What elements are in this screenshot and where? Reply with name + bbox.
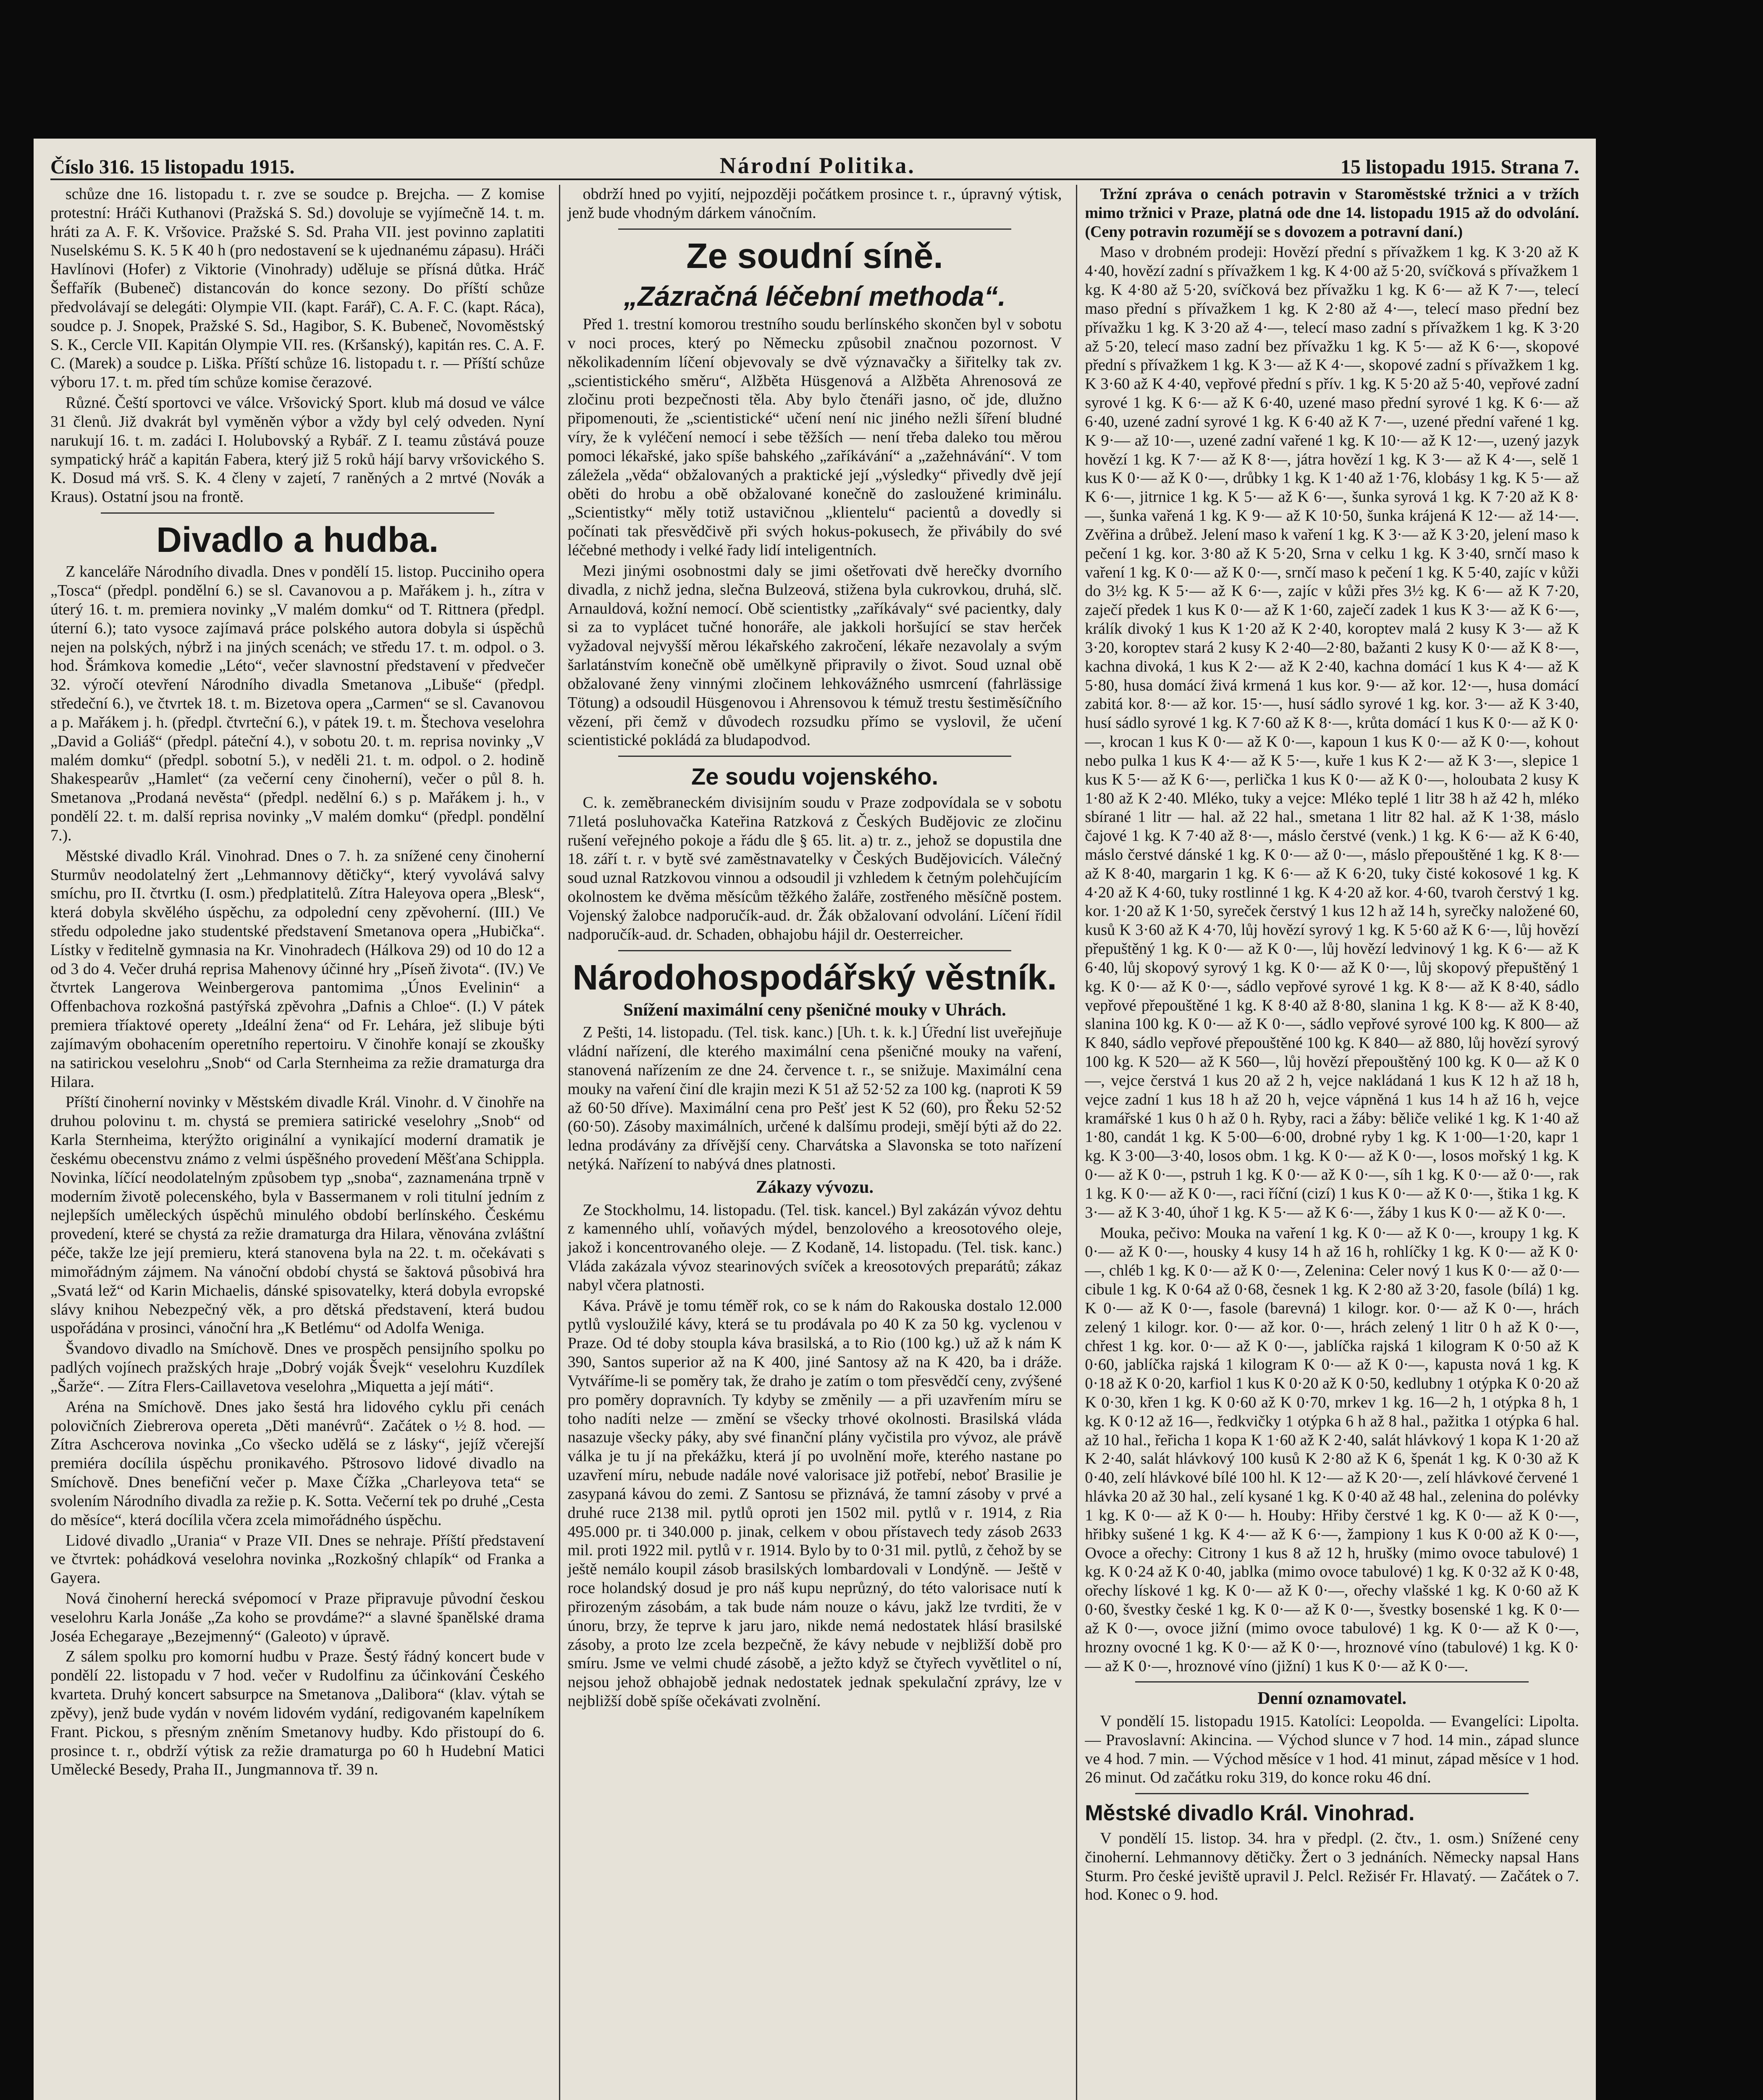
vinohrady-program-title: Městské divadlo Král. Vinohrad.: [1085, 1801, 1415, 1826]
issue-number: Číslo 316. 15 listopadu 1915.: [50, 156, 295, 178]
divider: [618, 756, 1012, 757]
column-3: [1076, 185, 1579, 2100]
calendar-text: V pondělí 15. listopadu 1915. Katolíci: Leopolda. — Evangelíci: Lipolta. — Pravoslavní: Akincina. — Východ slunce v 7 hod. 14 min., západ slunce ve 4 hod. 7 min. — Východ měsíce v 1 hod. 41 minut, západ měsíce v 1 hod. 26 minut. Od začátku roku 319, do konce roku 46 dní.: [1085, 1712, 1579, 1787]
divider: [618, 950, 1012, 951]
court-article-p1: Před 1. trestní komorou trestního soudu berlínského skončen byl v sobotu v noci proces, který po Německu způsobil značnou pozornost. V několikadenním líčení objevovaly se dvě význavačky a šiřitelky tak zv. „scientistického směru“, Alžběta Hüsgenová a Alžběta Ahrenosová ze zločinu proti bezpečnosti těla. Aby bylo čtenáři jasno, oč jde, dlužno připomenouti, že „scientistické“ učení není nic jiného nežli šíření bludné víry, že k vyléčení nemocí i sebe těžších — není třeba daleko tou měrou pomoci lékařské, jako spíše bahského „zaříkávání“ a „zažehnávání“. V tom záležela „věda“ obžalovaných a praktické její „výsledky“ přivedly dvě její oběti do hrobu a obě obžalované konečně do zasloužené kriminálu. „Scientistky“ měly totiž ustavičnou „klientelu“ pacientů a dovedly si počínati tak přesvědčivě při svých hokus-pokusech, že přivábily do své léčebné methody i velké řady lidí inteligentních.: [567, 315, 1062, 559]
military-court-text: C. k. zeměbraneckém divisijním soudu v Praze zodpovídala se v sobotu 71letá posluhovačka Kateřina Ratzková z Českých Budějovic ze zločinu rušení veřejného pokoje a řádu dle § 65. lit. a) tr. z., jehož se dopustila dne 18. září t. r. v bytě své zaměstnavatelky v Českých Budějovicích. Válečný soud uznal Ratzkovou vinnou a odsoudil ji vzhledem k četným polehčujícím okolnostem ke dvěma měsícům těžkého žaláře, zostřeného měsíčně postem. Vojenský žalobce nadporučík-aud. dr. Žák obžalovaní odvolání. Líčení řídil nadporučík-aud. dr. Schaden, obhajobu hájil dr. Oesterreicher.: [567, 793, 1062, 943]
newspaper-title: Národní Politika.: [719, 153, 916, 178]
chamber-music-text: Z sálem spolku pro komorní hudbu v Praze. Šestý řádný koncert bude v pondělí 22. listopadu v 7 hod. večer v Rudolfinu za účinkování Českého kvarteta. Druhý koncert sabsurpce na Smetanova „Dalibora“ (klav. výtah se zpěvy), jenž bude vydán v novém lidovém vydání, redigovaném kapelníkem Frant. Pickou, s přesným zněním Smetanovy hudby. Kdo přistoupí do 6. prosince t. r., obdrží výtisk za režie dramaturga po 60 h Hudební Matici Umělecké Besedy, Praha II., Jungmannova tř. 39 n.: [50, 1648, 545, 1779]
court-article-p2: Mezi jinými osobnostmi daly se jimi ošetřovati dvě herečky dvorního divadla, z nichž jedna, slečna Bulzeová, stižena byla cukrovkou, druhá, slč. Arnauldová, kožní nemocí. Obě scientistky „zaříkávaly“ své pacientky, daly si za to vyplácet tučné honoráře, ale jakkoli horšující se stav herček vyžadoval nejvyšší měrou lékařského zakročení, lékaře nezavolaly a svým šarlatánstvím konečně obě umělkyně připravily o život. Soud uznal obě obžalované ženy vinnými zločinem lehkovážného usmrcení (fahrlässige Tötung) a odsoudil Hüsgenovou i Ahrensovou k témuž trestu šestiměsíčního vězení, při čemž v důvodech rozsudku přímo se vyslovil, že učení scientistické pokládá za bludapodvod.: [567, 562, 1062, 749]
article-title-export: Zákazy vývozu.: [756, 1177, 874, 1197]
divider: [101, 512, 494, 514]
divider: [618, 228, 1012, 230]
section-title-military-court: Ze soudu vojenského.: [691, 763, 939, 790]
vinohrady-novelties-text: Příští činoherní novinky v Městském divadle Král. Vinohr. d. V činohře na druhou polovinu t. m. chystá se premiera satirické veselohry „Snob“ od Karla Sternheima, kterýžto originální a vynikající moderní dramatik je českému obecenstvu známo z velmi úspěšného provedení Měšťana Schippla. Novinka, líčící neodolatelným způsobem typ „snoba“, zaznamenána trpně v moderním životě polecenského, byla v Bassermanem v roli titulní jedním z nejlepších uměleckých úspěchů minulého období berlínského. Českému provedení, které se chystá za režie dramaturga dra Hilara, věnována zvláštní péče, takže lze její premieru, která stanovena byla na 22. t. m. očekávati s mimořádným zájmem. Na vánoční období chystá se šaktová působivá hra „Svatá lež“ od Karin Michaelis, dánské spisovatelky, která dobyla evropské slávy knihou Nebezpečný věk, a pro dětská představení, která budou uspořádána v prosinci, vánoční hra „K Betlému“ od Adolfa Weniga.: [50, 1093, 545, 1337]
divider: [1135, 1793, 1529, 1794]
column-1: [50, 185, 545, 2100]
sport-news-text: Různé. Čeští sportovci ve válce. Vršovický Sport. klub má dosud ve válce 31 členů. Již dvakrát byl vyměněn výbor a vždy byl celý odveden. Nyní narukují 16. t. m. zadáci I. Holubovský a Rybář. Z I. teamu zůstává pouze sympatický hráč a kapitán Fabera, který již 5 roků hájí barvy vršovického S. K. Dosud má vrš. S. K. 4 členy v zajetí, 7 raněných a 2 mrtvé (Novák a Kraus). Ostatní jsou na frontě.: [50, 394, 545, 506]
urania-theatre-text: Lidové divadlo „Urania“ v Praze VII. Dnes se nehraje. Příští představení ve čtvrtek: pohádková veselohra novinka „Rozkošný chlapík“ od Franka a Gayera.: [50, 1531, 545, 1587]
new-drama-text: Nová činoherní herecká svépomocí v Praze připravuje původní českou veselohru Karla Jonáše „Za koho se provdáme?“ a slavné španělské drama Joséa Echegaraye „Bezejmenný“ (Galeoto) v úpravě.: [50, 1589, 545, 1645]
market-vegetable-prices: Mouka, pečivo: Mouka na vaření 1 kg. K 0·— až K 0·—, kroupy 1 kg. K 0·— až K 0·—, housky 4 kusy 14 h až 16 h, rohlíčky 1 kg. K 0·— až K 0·—, chléb 1 kg. K 0·— až K 0·—, Zelenina: Celer nový 1 kus K 0·— až 0·— cibule 1 kg. K 0·64 až 0·68, česnek 1 kg. K 2·80 až 3·20, fasole (bílá) 1 kg. K 0·— až K 0·—, fasole (barevná) 1 kilogr. kor. 0·— až K 0·—, hrách zelený 1 kilogr. kor. 0·— až kor. 0·—, hrách zelený 1 litr 0 h až K 0·—, chřest 1 kg. kor. 0·— až K 0·—, jablíčka rajská 1 kilogram K 0·50 až K 0·60, jablíčka rajská 1 kilogram K 0·— až K 0·—, kapusta nová 1 kg. K 0·18 až K 0·20, karfiol 1 kus K 0·20 až K 0·50, kedlubny 1 otýpka K 0·20 až K 0·30, křen 1 kg. K 0·60 až K 0·70, mrkev 1 kg. 16—2 h, 1 otýpka 8 h, 1 kg. K 0·12 až 16—, ředkvičky 1 otýpka 6 h až 8 hal., pažitka 1 otýpka 6 hal. až 10 hal., řeřicha 1 kopa K 1·60 až K 2·40, salát hlávkový 1 kopa K 1·20 až K 2·40, salát hlávkový 100 kusů K 2·80 až K 6, špenát 1 kg. K 0·30 až K 0·40, zelí hlávkové bílé 100 hl. K 12·— až K 20·—, zelí hlávkové červené 1 hlávka 20 až 30 hal., zelí kysané 1 kg. K 0·40 až 48 hal., zelenina do polévky 1 kg. K 0·— až K 0·— h. Houby: Hřiby čerstvé 1 kg. K 0·— až K 0·—, hřibky sušené 1 kg. K 4·— až K 6·—, žampiony 1 kus K 0·00 až K 0·—, Ovoce a ořechy: Citrony 1 kus 8 až 12 h, hrušky (mimo ovoce tabulové) 1 kg. K 0·24 až K 0·40, jablka (mimo ovoce tabulové) 1 kg. K 0·32 až K 0·48, ořechy lískové 1 kg. K 0·— až K 0·—, ořechy vlašské 1 kg. K 0·60 až K 0·60, švestky české 1 kg. K 0·— až K 0·—, švestky bosenské 1 kg. K 0·— až K 0·—, ovoce jižní (mimo ovoce tabulové) 1 kg. K 0·— až K 0·—, hrozny ovocné 1 kg. K 0·— až K 0·—, hroznové víno (tabulové) 1 kg. K 0·— až K 0·—, hroznové víno (jižní) 1 kus K 0·— až K 0·—.: [1085, 1224, 1579, 1675]
national-theatre-text: Z kanceláře Národního divadla. Dnes v pondělí 15. listop. Pucciniho opera „Tosca“ (předpl. pondělní 6.) se sl. Cavanovou a p. Mařákem j. h., zítra v úterý 16. t. m. premiera novinky „V malém domku“ od T. Rittnera (předpl. úterní 6.); tato vysoce zajímavá práce polského autora dobyla si úspěchů nejen na polských, nýbrž i na jiných scenách; ve středu 17. t. m. odpol. o 3. hod. Šrámkova komedie „Léto“, večer slavnostní představení v předvečer 32. výročí otevření Národního divadla Smetanova „Libuše“ (předpl. středeční 6.), ve čtvrtek 18. t. m. Bizetova opera „Carmen“ se sl. Cavanovou a p. Mařákem j. h. (předpl. čtvrteční 6.), v pátek 19. t. m. Štechova veselohra „David a Goliáš“ (předpl. páteční 4.), v sobotu 20. t. m. reprisa novinky „V malém domku“ (předpl. sobotní 5.), v neděli 21. t. m. odpol. o 2. hodině Shakespearův „Hamlet“ (za večerní ceny činoherní), večer o půl 8. h. Smetanova „Prodaná nevěsta“ (předpl. nedělní 6.) s p. Mařákem j. h., v pondělí 22. t. m. další reprisa novinky „V malém domku“ (předpl. pondělní 7.).: [50, 563, 545, 844]
vinohrady-program-text: V pondělí 15. listop. 34. hra v předpl. (2. čtv., 1. osm.) Snížené ceny činoherní. Lehmannovy dětičky. Žert o 3 jednáních. Německy napsal Hans Sturm. Pro české jeviště upravil J. Pelcl. Režisér Fr. Hlavatý. — Začátek o 7. hod. Konec o 9. hod.: [1085, 1829, 1579, 1904]
article-title-flour: Snížení maximální ceny pšeničné mouky v Uhrách.: [623, 1000, 1006, 1020]
columns: [50, 185, 1579, 2100]
flour-price-text: Z Pešti, 14. listopadu. (Tel. tisk. kanc.) [Uh. t. k. k.] Úřední list uveřejňuje vládní nařízení, dle kterého maximální cena pšeničné mouky na vaření, stanovená nařízením ze dne 24. července t. r., se snižuje. Maximální cena mouky na vaření činí dle krajin mezi K 51 až 52·52 za 100 kg. (naproti K 59 až 60·50 dříve). Maximální cena pro Pešť jest K 52 (60), pro Řeku 52·52 (60·50). Zásoby maximálních, určené k dalšímu prodeji, smějí býti až do 22. ledna prodávány za dřívější ceny. Charvátska a Slavonska se toto nařízení netýká. Nařízení to nabývá dnes platnosti.: [567, 1024, 1062, 1173]
newspaper-page: [34, 139, 1596, 2100]
arena-smichov-text: Aréna na Smíchově. Dnes jako šestá hra lidového cyklu při cenách polovičních Ziebrerova opereta „Děti manévrů“. Začátek o ½ 8. hod. — Zítra Aschcerova novinka „Co všecko udělá se z lásky“, jejíž včerejší premiéra docílila úspěchu pronikavého. Pštrosovo lidové divadlo na Smíchově. Dnes benefiční večer p. Maxe Čížka „Charleyova teta“ se svolením Národního divadla za režie p. K. Sotta. Večerní tek po druhé „Cesta do měsíce“, která docílila včera zcela mimořádného úspěchu.: [50, 1398, 545, 1529]
divider: [1135, 1681, 1529, 1683]
page-number: 15 listopadu 1915. Strana 7.: [1340, 156, 1579, 178]
section-title-divadlo: Divadlo a hudba.: [156, 520, 439, 560]
chess-committee-text: schůze dne 16. listopadu t. r. zve se soudce p. Brejcha. — Z komise protestní: Hráči Kuthanovi (Pražská S. Sd.) dovoluje se vyjímečně 14. t. m. hráti za A. F. K. Vršovice. Pražské S. Sd. Praha VII. jest povinno zaplatiti Nuselskému S. K. 5 K 40 h (pro nedostavení se k ujednanému zápasu). Hráči Havlínovi (Hofer) z Viktorie (Vinohrady) uděluje se přísná důtka. Hráč Šeffařík (Bubeneč) distancován do konce sezony. Do příští schůze předvolávají se delegáti: Olympie VII. (kapt. Farář), C. A. F. C. (kapt. Ráca), soudce p. J. Snopek, Pražské S. Sd., Hagibor, S. K. Bubeneč, Novoměstský S. K., Cercle VII. Kapitán Olympie VII. res. (Kršanský), kapitán res. C. A. F. C. (Marek) a soudce p. Liška. Příští schůze 16. listopadu t. r. — Příští schůze výboru 17. t. m. před tím schůze komise čerazové.: [50, 185, 545, 391]
section-title-court: Ze soudní síně.: [686, 236, 943, 276]
market-meat-prices: Maso v drobném prodeji: Hovězí přední s přívažkem 1 kg. K 3·20 až K 4·40, hovězí zadní s přívažkem 1 kg. K 4·00 až 5·20, svíčková s přívažkem 1 kg. K 4·80 až 5·20, svíčková bez přívažku 1 kg. K 6·— až K 7·—, telecí maso přední s přívažkem 1 kg. K 2·80 až 4·—, telecí maso přední bez přívažku 1 kg. K 3·20 až 4·—, telecí maso zadní s přívažkem 1 kg. K 3·20 až 5·20, telecí maso zadní bez přívažku 1 kg. K 5·— až K 6·—, skopové přední s přívažkem 1 kg. K 3·— až K 4·—, skopové zadní s přívažkem 1 kg. K 3·60 až K 4·40, vepřové přední s přív. 1 kg. K 5·20 až 5·40, vepřové zadní syrové 1 kg. K 6·— až K 6·40, uzené maso přední syrové 1 kg. K 6·— až 6·40, uzené zadní syrové 1 kg. K 6·40 až K 7·—, uzené přední vařené 1 kg. K 9·— až 10·—, uzené zadní vařené 1 kg. K 10·— až K 12·—, uzený jazyk hovězí 1 kg. K 7·— až K 8·—, játra hovězí 1 kg. K 3·— až K 4·—, selě 1 kus K 0·— až K 0·—, drůbky 1 kg. K 1·40 až 1·76, klobásy 1 kg. K 5·— až K 6·—, jitrnice 1 kg. K 5·— až K 6·—, šunka syrová 1 kg. K 7·20 až K 8·—, šunka vařená 1 kg. K 9·— až K 10·50, šunka krájená K 12·— až 14·—. Zvěřina a drůbež. Jelení maso k vaření 1 kg. K 3·— až K 3·20, jelení maso k pečení 1 kg. kor. 3·80 až K 5·20, Srna v celku 1 kg. K 3·40, srnčí maso k vaření 1 kg. K 0·— až K 0·—, srnčí maso k pečení 1 kg. K 5·40, zajíc v kůži do 3½ kg. K 5·— až K 6·—, zajíc v kůži přes 3½ kg. K 6·— až K 7·20, zaječí předek 1 kus K 0·— až K 1·60, zaječí zadek 1 kus K 3·— až K 6·—, králík divoký 1 kus K 1·20 až K 2·40, koroptev malá 2 kusy K 3·— až K 3·20, koroptev stará 2 kusy K 2·40—2·80, bažanti 2 kusy K 0·— až K 8·—, kachna divoká, 1 kus K 2·— až K 2·40, kachna domácí 1 kus K 4·— až K 5·80, husa domácí živá krmená 1 kus kor. 9·— až kor. 12·—, husa domácí zabitá kor. 8·— až kor. 15·—, husí sádlo syrové 1 kg. kor. 3·— až K 3·40, husí sádlo syrové 1 kg. K 7·60 až K 8·—, krůta domácí 1 kus K 0·— až K 0·—, krocan 1 kus K 0·— až K 0·—, kapoun 1 kus K 0·— až K 0·—, kohout nebo pulka 1 kus K 4·— až K 5·—, kuře 1 kus K 2·— až K 3·—, slepice 1 kus K 5·— až K 6·—, perlička 1 kus K 0·— až K 0·—, holoubata 2 kusy K 1·80 až K 2·40. Mléko, tuky a vejce: Mléko teplé 1 litr 38 h až 42 h, mléko sbírané 1 litr — hal. až 22 hal., smetana 1 litr 82 hal. až K 1·38, máslo čajové 1 kg. K 7·40 až 8·—, máslo čerstvé (venk.) 1 kg. K 6·— až K 6·40, máslo čerstvé dánské 1 kg. K 0·— až 0·—, máslo přepouštěné 1 kg. K 8·— až K 8·40, margarin 1 kg. K 6·— až K 6·20, tuky čisté kokosové 1 kg. K 4·20 až K 4·60, tuky rostlinné 1 kg. K 4·20 až kor. 4·60, tvaroh čerstvý 1 kg. kor. 1·20 až K 1·50, syreček čerstvý 1 kus 12 h až 14 h, syrečky naložené 60, kusů K 3·60 až K 4·70, lůj hovězí syrový 1 kg. K 5·60 až K 6·—, lůj hovězí přepuštěný 1 kg. K 0·— až K 0·—, lůj hovězí ledvinový 1 kg. K 6·— až K 6·40, lůj skopový syrový 1 kg. K 0·— až K 0·—, lůj skopový přepuštěný 1 kg. K 0·— až K 0·—, sádlo vepřové syrové 1 kg. K 8·— až K 8·40, sádlo vepřové přepouštěné 1 kg. K 8·40 až 8·80, slanina 1 kg. K 8·— až K 8·40, slanina 100 kg. K 0·— až K 0·—, sádlo vepřové syrové 100 kg. K 800— až K 840, sádlo vepřové přepouštěné 100 kg. K 840— až 880, lůj hovězí syrový 100 kg. K 520— až K 560—, lůj hovězí přepouštěný 100 kg. K 0— až K 0—, vejce čerstvá 1 kus 20 až 2 h, vejce nakládaná 1 kus K 12 h až 18 h, vejce zadní 1 kus 18 h až 20 h, vejce vápněná 1 kus 14 h až 16 h, vejce kramářské 1 kus 0 h až 0 h. Ryby, raci a žáby: běliče veliké 1 kg. K 1·40 až 1·80, candát 1 kg. K 5·00—6·00, drobné ryby 1 kg. K 1·00—1·20, kapr 1 kg. K 3·00—3·40, losos obm. 1 kg. K 0·— až K 0·—, losos mořský 1 kg. K 0·— až K 0·—, pstruh 1 kg. K 0·— až K 0·—, síh 1 kg. K 0·— až 0·—, rak 1 kg. K 0·— až K 0·—, raci říční (cizí) 1 kus K 0·— až K 0·—, štika 1 kg. K 3·— až K 3·40, úhoř 1 kg. K 5·— až K 6·—, žáby 1 kus K 0·— až K 0·—.: [1085, 243, 1579, 1221]
vinohrady-theatre-text: Městské divadlo Král. Vinohrad. Dnes o 7. h. za snížené ceny činoherní Sturmův neodolatelný žert „Lehmannovy dětičky“, který vyvolává salvy smíchu, pro II. čtvrtku (I. osm.) předplatitelů. Zítra Haleyova opera „Blesk“, která dobyla skvělého úspěchu, za odpolední ceny zpěvoherní. (III.) Ve středu odpoledne jako studentské představení Smetanova opera „Hubička“. Lístky v ředitelně gymnasia na Kr. Vinohradech (Hálkova 29) od 10 do 12 a od 3 do 4. Večer druhá reprisa Mahenovy účinné hry „Píseň života“. (IV.) Ve čtvrtek Langerova Weinbergerova pantomima „Únos Evelinin“ a Offenbachova rozkošná pastýřská zpěvohra „Dafnis a Chloe“. (I.) V pátek premiera tříaktové operety „Ideální žena“ od Fr. Lehára, jež slibuje býti zajímavým obohacením operetního repertoiru. V činohře konají se zkoušky na satirickou veselohru „Snob“ od Carla Sternheima za režie dramaturga dra Hilara.: [50, 847, 545, 1091]
svanda-theatre-text: Švandovo divadlo na Smíchově. Dnes ve prospěch pensijního spolku po padlých vojínech pražských hraje „Dobrý voják Švejk“ veselohru Kuzdílek „Šarže“. — Zítra Flers-Caillavetova veselohra „Miquetta a její máti“.: [50, 1340, 545, 1395]
coffee-text: Káva. Právě je tomu téměř rok, co se k nám do Rakouska dostalo 12.000 pytlů vysloužilé kávy, která se tu prodávala po 40 K za 50 kg. vyclenou v Praze. Od té doby stoupla káva brasilská, a to Rio (100 kg.) už až k nám K 390, Santos superior až na K 400, jiné Santosy až na K 420, ba i dráže. Vytváříme-li se poměry tak, že draho je zatím o tom přesvědčí ceny, zvýšené pro poměry dopravních. Ty kdyby se změnily — a při uzavřením míru se toho nadíti nelze — změní se všecky trhové okolnosti. Brasilská vláda nasazuje všecky páky, aby své finanční plány vyčistila pro vývoz, ale právě válka je tu jí na překážku, která jí po uvolnění moře, kterého nastane po uzavření míru, nebude nadále nové valorisace již potřebí, neboť Brasilie je zasypaná kávou do zemi. Z Santosu se přiznává, že tamní zásoby v prvé a druhé ruce 2138 mil. pytlů oproti jen 1502 mil. pytlů v r. 1914, z Ria 495.000 pr. ti 340.000 p. jinak, celkem v obou přístavech tedy zásob 2633 mil. proti 1922 mil. pytlů v r. 1914. Bylo by to 0·31 mil. pytlů, z čehož by se ještě nemálo koupil zásob brasilských lombardovali v Londýně. — Ještě v roce holandský dosud je pro náš kupu neprůzný, do této valorisace nutí k přirozeným zásobám, a tak bude nám nouze o kávu, jakž lze tvrditi, že v únoru, brzy, že teprve k jaru jaro, nikde nemá nedostatek hlásí brasilské zásoby, a proto lze zcela bezpečně, že kávy nebude v nejbližší době pro smíru. Jsme ve velmi chudé zásobě, a ježto když se čtyřech vyvětlitel o ní, nejsou jehož obhajobě jednak nedostatek jednak spekulační zprávy, lze v nejbližší době spíše očekávati zvolnění.: [567, 1297, 1062, 1710]
section-title-economy: Národohospodářský věstník.: [572, 957, 1057, 997]
continuation-text: obdrží hned po vyjití, nejpozději počátkem prosince t. r., úpravný výtisk, jenž bude vhodným dárkem vánočním.: [567, 185, 1062, 222]
masthead: [50, 147, 1579, 180]
column-2: [559, 185, 1062, 2100]
calendar-title: Denní oznamovatel.: [1257, 1689, 1406, 1709]
export-ban-text: Ze Stockholmu, 14. listopadu. (Tel. tisk. kancel.) Byl zakázán vývoz dehtu z kamenného uhlí, voňavých mýdel, benzolového a kreosotového oleje, jakož i koncentrovaného oleje. — Z Kodaně, 14. listopadu. (Tel. tisk. kanc.) Vláda zakázala vývoz stearinových svíček a kreosotových preparátů; zákaz nabyl včera platnosti.: [567, 1201, 1062, 1294]
article-title-method: „Zázračná léčební methoda“.: [624, 280, 1006, 312]
market-report-title: Tržní zpráva o cenách potravin v Staroměstské tržnici a v tržích mimo tržnici v Praze, platná ode dne 14. listopadu 1915 až do odvolání. (Ceny potravin rozumějí se s dovozem a potravní daní.): [1085, 185, 1579, 241]
